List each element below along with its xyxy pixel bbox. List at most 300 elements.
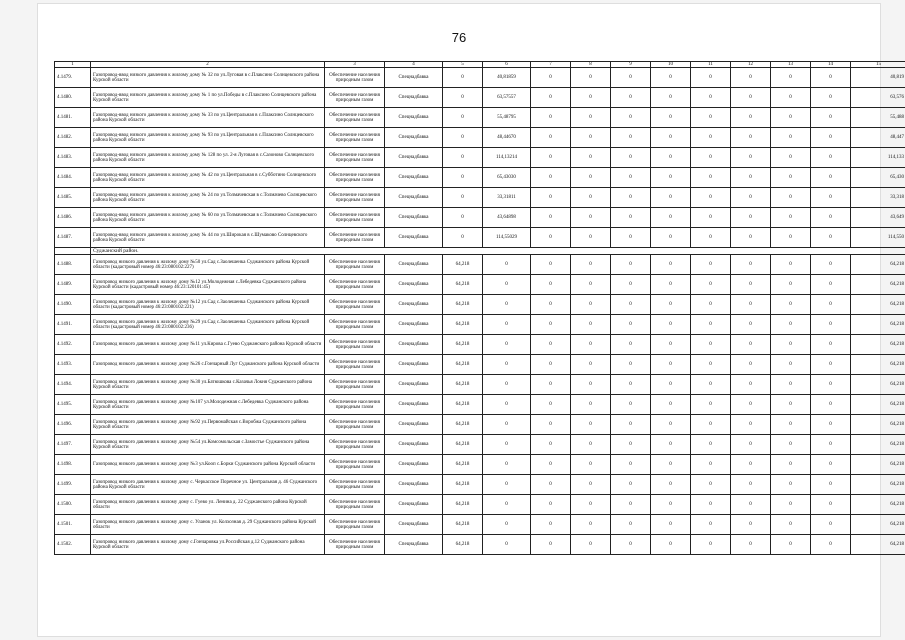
object-name: Газопровод-ввод низкого давления к жилому дому № 32 по ул.Луговая в с.Плаксино Солнцевского района Курской области (91, 68, 325, 88)
value-cell: 0 (731, 208, 771, 228)
funding-source: Спецнадбавка (385, 68, 443, 88)
value-cell: 0 (691, 108, 731, 128)
object-name: Газопровод низкого давления к жилому дому №92 ул.Первомайская с.Воробжа Суджанского района Курской области (91, 415, 325, 435)
value-cell: 0 (571, 148, 611, 168)
table-row (55, 495, 905, 515)
value-cell: 0 (691, 315, 731, 335)
value-cell: 0 (651, 335, 691, 355)
value-cell: 0 (571, 435, 611, 455)
value-cell: 0 (771, 335, 811, 355)
object-name: Газопровод низкого давления к жилому дому №12 ул.Сад с.Заолешенка Суджанского района Курской области (кадастровый номер 46:23:080102:221) (91, 295, 325, 315)
value-cell: 64,218 (443, 395, 483, 415)
value-cell: 0 (731, 88, 771, 108)
gas-pipeline-table (54, 61, 905, 555)
table-row (55, 255, 905, 275)
value-cell: 0 (443, 168, 483, 188)
value-cell: 0 (611, 188, 651, 208)
value-cell: 0 (691, 228, 731, 248)
funding-source: Спецнадбавка (385, 295, 443, 315)
object-name: Газопровод-ввод низкого давления к жилому дому № 24 по ул.Толмачевская в с.Толмачево Солнцевского района Курской области (91, 188, 325, 208)
value-cell: 64,218 (443, 315, 483, 335)
table-row (55, 455, 905, 475)
value-cell: 0 (731, 355, 771, 375)
row-number: 4.1495. (55, 395, 91, 415)
value-cell: 0 (731, 455, 771, 475)
total-cell: 64,218 (851, 415, 905, 435)
document-page (38, 4, 904, 636)
value-cell: 0 (651, 88, 691, 108)
value-cell: 0 (483, 255, 531, 275)
value-cell: 0 (731, 375, 771, 395)
total-cell: 43,649 (851, 208, 905, 228)
value-cell: 0 (571, 68, 611, 88)
value-cell: 0 (483, 415, 531, 435)
value-cell: 0 (811, 148, 851, 168)
total-cell: 64,218 (851, 535, 905, 555)
value-cell: 0 (611, 228, 651, 248)
value-cell: 0 (611, 148, 651, 168)
value-cell: 0 (691, 208, 731, 228)
row-number: 4.1479. (55, 68, 91, 88)
purpose-cell: Обеспечение населения природным газом (325, 108, 385, 128)
total-cell: 40,819 (851, 68, 905, 88)
value-cell: 0 (771, 108, 811, 128)
value-cell: 0 (811, 435, 851, 455)
object-name: Газопровод-ввод низкого давления к жилому дому № 33 по ул.Центральная в с.Плаксино Солнцевского района Курской области (91, 108, 325, 128)
value-cell: 0 (483, 275, 531, 295)
total-cell: 65,430 (851, 168, 905, 188)
object-name: Газопровод-ввод низкого давления к жилому дому № 44 по ул.Широкая в с.Шумаково Солнцевского района Курской области (91, 228, 325, 248)
value-cell: 0 (691, 395, 731, 415)
value-cell: 0 (531, 475, 571, 495)
table-row (55, 88, 905, 108)
value-cell: 0 (483, 315, 531, 335)
value-cell: 0 (571, 455, 611, 475)
value-cell: 0 (531, 108, 571, 128)
value-cell: 0 (771, 148, 811, 168)
total-cell: 114,133 (851, 148, 905, 168)
value-cell: 0 (771, 515, 811, 535)
value-cell: 0 (811, 255, 851, 275)
value-cell: 0 (691, 375, 731, 395)
value-cell: 0 (771, 355, 811, 375)
value-cell: 0 (531, 335, 571, 355)
value-cell: 0 (691, 415, 731, 435)
value-cell: 0 (771, 535, 811, 555)
funding-source: Спецнадбавка (385, 355, 443, 375)
purpose-cell: Обеспечение населения природным газом (325, 495, 385, 515)
purpose-cell: Обеспечение населения природным газом (325, 208, 385, 228)
value-cell: 33,31811 (483, 188, 531, 208)
value-cell: 0 (691, 495, 731, 515)
value-cell: 0 (731, 475, 771, 495)
value-cell: 0 (483, 515, 531, 535)
value-cell: 0 (651, 455, 691, 475)
value-cell: 0 (611, 355, 651, 375)
object-name: Газопровод низкого давления к жилому дому №107 ул.Молодежная с.Лебедевка Суджанского района Курской области (91, 395, 325, 415)
value-cell: 0 (811, 315, 851, 335)
value-cell: 0 (731, 335, 771, 355)
funding-source: Спецнадбавка (385, 108, 443, 128)
value-cell: 0 (571, 108, 611, 128)
value-cell: 43,64898 (483, 208, 531, 228)
value-cell: 0 (731, 315, 771, 335)
value-cell: 64,218 (443, 455, 483, 475)
value-cell: 0 (691, 168, 731, 188)
value-cell: 0 (691, 68, 731, 88)
funding-source: Спецнадбавка (385, 275, 443, 295)
column-number: 12 (731, 62, 771, 68)
table-row (55, 108, 905, 128)
value-cell: 0 (611, 535, 651, 555)
value-cell: 0 (731, 415, 771, 435)
table-row (55, 148, 905, 168)
column-number: 13 (771, 62, 811, 68)
column-number: 15 (851, 62, 905, 68)
value-cell: 0 (691, 475, 731, 495)
row-number: 4.1498. (55, 455, 91, 475)
table-row (55, 515, 905, 535)
value-cell: 0 (531, 255, 571, 275)
value-cell: 0 (731, 128, 771, 148)
value-cell: 0 (771, 495, 811, 515)
value-cell: 0 (443, 208, 483, 228)
value-cell: 0 (531, 128, 571, 148)
purpose-cell: Обеспечение населения природным газом (325, 415, 385, 435)
value-cell: 0 (811, 208, 851, 228)
column-number: 7 (531, 62, 571, 68)
purpose-cell: Обеспечение населения природным газом (325, 475, 385, 495)
value-cell: 0 (611, 255, 651, 275)
total-cell: 64,218 (851, 275, 905, 295)
value-cell: 0 (811, 228, 851, 248)
funding-source: Спецнадбавка (385, 128, 443, 148)
total-cell: 64,218 (851, 315, 905, 335)
value-cell: 0 (691, 435, 731, 455)
value-cell: 0 (771, 275, 811, 295)
value-cell: 0 (771, 475, 811, 495)
row-number: 4.1489. (55, 275, 91, 295)
funding-source: Спецнадбавка (385, 375, 443, 395)
value-cell: 0 (651, 228, 691, 248)
table-row (55, 68, 905, 88)
object-name: Газопровод низкого давления к жилому дому №29 ул.Сад с.Заолешенка Суджанского района Курской области (кадастровый номер 46:23:080102:236) (91, 315, 325, 335)
value-cell: 0 (651, 375, 691, 395)
value-cell: 55,48795 (483, 108, 531, 128)
value-cell: 0 (571, 228, 611, 248)
table-row (55, 188, 905, 208)
value-cell: 64,218 (443, 435, 483, 455)
value-cell: 0 (531, 435, 571, 455)
object-name: Газопровод низкого давления к жилому дому №12 ул.Молодежная с.Лебедевка Суджанского района Курской области (кадастровый номер 46:23:120101:45) (91, 275, 325, 295)
purpose-cell: Обеспечение населения природным газом (325, 375, 385, 395)
value-cell: 0 (571, 335, 611, 355)
value-cell: 0 (651, 515, 691, 535)
row-number: 4.1501. (55, 515, 91, 535)
value-cell: 0 (651, 415, 691, 435)
column-number: 5 (443, 62, 483, 68)
value-cell: 0 (651, 395, 691, 415)
district-header-row (55, 248, 905, 255)
value-cell: 114,13214 (483, 148, 531, 168)
table-row (55, 355, 905, 375)
value-cell: 0 (531, 455, 571, 475)
funding-source: Спецнадбавка (385, 88, 443, 108)
table-row (55, 228, 905, 248)
value-cell: 0 (571, 188, 611, 208)
object-name: Газопровод низкого давления к жилому дому №50 ул.Сад с.Заолешенка Суджанского района Курской области (кадастровый номер 46:23:080102:227) (91, 255, 325, 275)
value-cell: 0 (571, 275, 611, 295)
value-cell: 0 (691, 148, 731, 168)
purpose-cell: Обеспечение населения природным газом (325, 335, 385, 355)
object-name: Газопровод низкого давления к жилому дому №11 ул.Кирова с.Гуево Суджанского района Курской области (91, 335, 325, 355)
value-cell: 0 (731, 255, 771, 275)
purpose-cell: Обеспечение населения природным газом (325, 148, 385, 168)
row-number: 4.1491. (55, 315, 91, 335)
value-cell: 64,218 (443, 535, 483, 555)
total-cell: 64,218 (851, 255, 905, 275)
value-cell: 0 (691, 128, 731, 148)
total-cell: 64,218 (851, 355, 905, 375)
value-cell: 0 (811, 188, 851, 208)
table-row (55, 315, 905, 335)
value-cell: 0 (651, 355, 691, 375)
value-cell: 0 (443, 228, 483, 248)
value-cell: 0 (771, 295, 811, 315)
value-cell: 0 (483, 295, 531, 315)
value-cell: 0 (611, 375, 651, 395)
value-cell: 64,218 (443, 255, 483, 275)
value-cell: 0 (731, 68, 771, 88)
funding-source: Спецнадбавка (385, 415, 443, 435)
object-name: Газопровод-ввод низкого давления к жилому дому № 42 по ул.Центральная в с.Субботино Солнцевского района Курской области (91, 168, 325, 188)
value-cell: 0 (571, 295, 611, 315)
value-cell: 0 (611, 208, 651, 228)
purpose-cell: Обеспечение населения природным газом (325, 188, 385, 208)
value-cell: 0 (571, 395, 611, 415)
value-cell: 0 (811, 535, 851, 555)
value-cell: 64,218 (443, 415, 483, 435)
value-cell: 0 (651, 148, 691, 168)
value-cell: 0 (731, 495, 771, 515)
value-cell: 0 (483, 475, 531, 495)
row-number: 4.1492. (55, 335, 91, 355)
value-cell: 0 (771, 435, 811, 455)
row-number: 4.1486. (55, 208, 91, 228)
value-cell: 0 (531, 415, 571, 435)
total-cell: 64,218 (851, 295, 905, 315)
object-name: Газопровод-ввод низкого давления к жилому дому № 128 по ул. 2-я Луговая в с.Сазоново Солнцевского района Курской области (91, 148, 325, 168)
value-cell: 0 (811, 415, 851, 435)
value-cell: 64,218 (443, 375, 483, 395)
table-row (55, 395, 905, 415)
value-cell: 0 (531, 355, 571, 375)
value-cell: 0 (771, 315, 811, 335)
value-cell: 0 (571, 168, 611, 188)
table-row (55, 415, 905, 435)
purpose-cell: Обеспечение населения природным газом (325, 228, 385, 248)
column-number: 6 (483, 62, 531, 68)
value-cell: 0 (691, 88, 731, 108)
value-cell: 48,44670 (483, 128, 531, 148)
funding-source: Спецнадбавка (385, 168, 443, 188)
row-number: 4.1500. (55, 495, 91, 515)
value-cell: 0 (651, 108, 691, 128)
value-cell: 0 (811, 88, 851, 108)
value-cell: 0 (443, 148, 483, 168)
value-cell: 64,218 (443, 335, 483, 355)
object-name: Газопровод низкого давления к жилому дому №54 ул.Комсомольская с.Замостье Суджанского района Курской области (91, 435, 325, 455)
total-cell: 64,218 (851, 475, 905, 495)
value-cell: 0 (771, 128, 811, 148)
column-number: 9 (611, 62, 651, 68)
value-cell: 0 (771, 395, 811, 415)
value-cell: 0 (811, 455, 851, 475)
funding-source: Спецнадбавка (385, 148, 443, 168)
value-cell: 0 (811, 275, 851, 295)
table-row (55, 375, 905, 395)
row-number: 4.1485. (55, 188, 91, 208)
value-cell: 0 (731, 108, 771, 128)
value-cell: 0 (483, 335, 531, 355)
value-cell: 0 (811, 495, 851, 515)
value-cell: 0 (731, 275, 771, 295)
purpose-cell: Обеспечение населения природным газом (325, 455, 385, 475)
table-body-lower (55, 255, 905, 555)
value-cell: 0 (771, 88, 811, 108)
value-cell: 0 (443, 108, 483, 128)
value-cell: 0 (731, 168, 771, 188)
value-cell: 0 (651, 315, 691, 335)
value-cell: 0 (571, 375, 611, 395)
purpose-cell: Обеспечение населения природным газом (325, 515, 385, 535)
value-cell: 0 (611, 395, 651, 415)
value-cell: 0 (731, 188, 771, 208)
value-cell: 0 (811, 395, 851, 415)
value-cell: 0 (611, 88, 651, 108)
total-cell: 64,218 (851, 435, 905, 455)
funding-source: Спецнадбавка (385, 255, 443, 275)
value-cell: 0 (811, 475, 851, 495)
value-cell: 0 (691, 295, 731, 315)
value-cell: 0 (531, 188, 571, 208)
value-cell: 0 (811, 375, 851, 395)
value-cell: 0 (611, 495, 651, 515)
value-cell: 0 (811, 515, 851, 535)
value-cell: 0 (651, 275, 691, 295)
table-row (55, 295, 905, 315)
value-cell: 0 (771, 255, 811, 275)
row-number: 4.1480. (55, 88, 91, 108)
total-cell: 64,218 (851, 455, 905, 475)
value-cell: 0 (771, 168, 811, 188)
value-cell: 0 (531, 68, 571, 88)
value-cell: 0 (531, 148, 571, 168)
table-row (55, 335, 905, 355)
funding-source: Спецнадбавка (385, 475, 443, 495)
value-cell: 0 (531, 295, 571, 315)
value-cell: 0 (731, 148, 771, 168)
funding-source: Спецнадбавка (385, 315, 443, 335)
value-cell: 0 (731, 515, 771, 535)
value-cell: 0 (611, 108, 651, 128)
table-row (55, 275, 905, 295)
purpose-cell: Обеспечение населения природным газом (325, 168, 385, 188)
column-number: 10 (651, 62, 691, 68)
row-number: 4.1497. (55, 435, 91, 455)
value-cell: 0 (731, 535, 771, 555)
table-row (55, 475, 905, 495)
object-name: Газопровод низкого давления к жилому дому с. Черкасское Поречное ул. Центральная д. 46 Суджанского района Курской области (91, 475, 325, 495)
value-cell: 64,218 (443, 295, 483, 315)
row-number: 4.1496. (55, 415, 91, 435)
value-cell: 0 (531, 208, 571, 228)
total-cell: 33,318 (851, 188, 905, 208)
purpose-cell: Обеспечение населения природным газом (325, 88, 385, 108)
column-number: 8 (571, 62, 611, 68)
value-cell: 0 (531, 515, 571, 535)
value-cell: 0 (483, 535, 531, 555)
total-cell: 64,218 (851, 515, 905, 535)
value-cell: 0 (571, 255, 611, 275)
object-name: Газопровод низкого давления к жилому дому с. Уланок ул. Колхозная д. 29 Суджанского района Курской области (91, 515, 325, 535)
object-name: Газопровод-ввод низкого давления к жилому дому № 1 по ул.Победы в с.Плаксино Солнцевского района Курской области (91, 88, 325, 108)
purpose-cell: Обеспечение населения природным газом (325, 355, 385, 375)
value-cell: 0 (811, 355, 851, 375)
purpose-cell: Обеспечение населения природным газом (325, 275, 385, 295)
value-cell: 0 (651, 68, 691, 88)
value-cell: 0 (611, 475, 651, 495)
column-number: 4 (385, 62, 443, 68)
row-number: 4.1481. (55, 108, 91, 128)
value-cell: 0 (611, 275, 651, 295)
value-cell: 0 (531, 495, 571, 515)
value-cell: 0 (811, 295, 851, 315)
value-cell: 0 (691, 255, 731, 275)
value-cell: 0 (483, 355, 531, 375)
total-cell: 48,447 (851, 128, 905, 148)
column-number: 1 (55, 62, 91, 68)
total-cell: 114,550 (851, 228, 905, 248)
value-cell: 0 (611, 128, 651, 148)
value-cell: 0 (611, 315, 651, 335)
object-name: Газопровод низкого давления к жилому дому с. Гуево ул. Ленина д. 22 Суджанского района Курской области (91, 495, 325, 515)
value-cell: 0 (691, 275, 731, 295)
row-number: 4.1482. (55, 128, 91, 148)
value-cell: 0 (531, 88, 571, 108)
funding-source: Спецнадбавка (385, 395, 443, 415)
value-cell: 114,55029 (483, 228, 531, 248)
object-name: Газопровод-ввод низкого давления к жилому дому № 60 по ул.Толмачевская в с.Толмачево Солнцевского района Курской области (91, 208, 325, 228)
table-row (55, 128, 905, 148)
value-cell: 65,43030 (483, 168, 531, 188)
purpose-cell: Обеспечение населения природным газом (325, 295, 385, 315)
value-cell: 0 (731, 228, 771, 248)
value-cell: 0 (611, 68, 651, 88)
value-cell: 0 (483, 375, 531, 395)
row-number: 4.1494. (55, 375, 91, 395)
value-cell: 0 (691, 335, 731, 355)
funding-source: Спецнадбавка (385, 495, 443, 515)
value-cell: 0 (691, 535, 731, 555)
value-cell: 0 (771, 208, 811, 228)
row-number: 4.1493. (55, 355, 91, 375)
value-cell: 0 (531, 375, 571, 395)
value-cell: 0 (771, 375, 811, 395)
value-cell: 0 (571, 355, 611, 375)
purpose-cell: Обеспечение населения природным газом (325, 535, 385, 555)
value-cell: 64,218 (443, 355, 483, 375)
